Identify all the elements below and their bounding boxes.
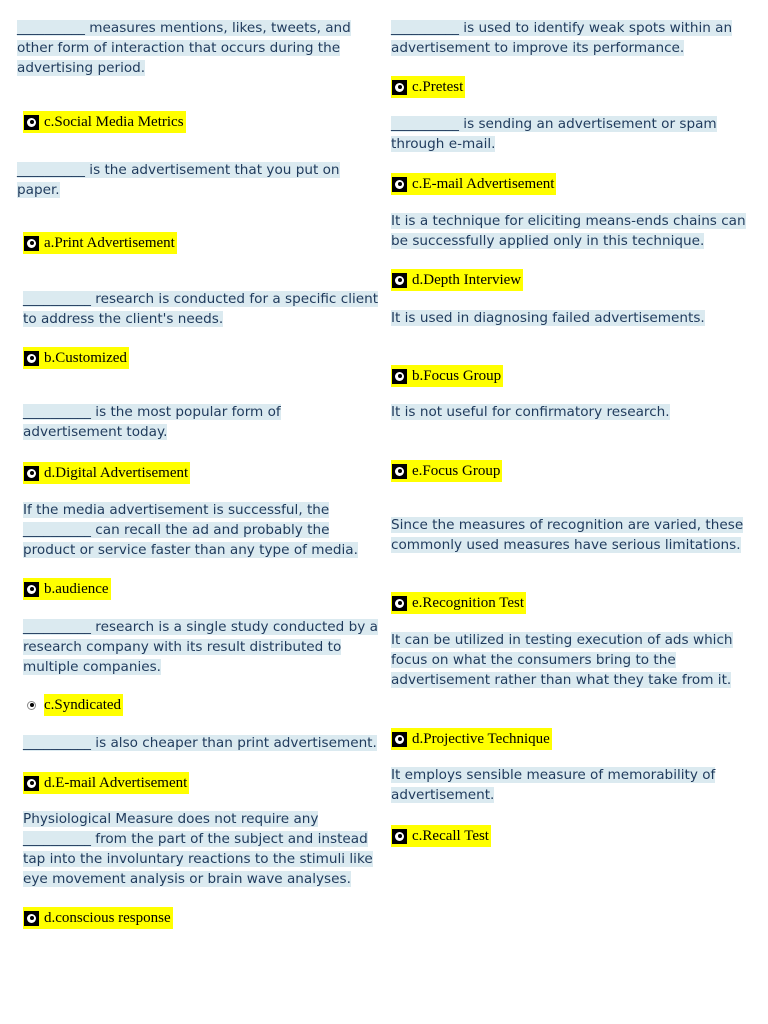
answer-option[interactable] (391, 460, 502, 482)
answer-option[interactable] (391, 269, 523, 291)
question-line: other form of interaction that occurs during the (17, 40, 341, 56)
answer-option[interactable] (23, 232, 177, 254)
question-text (23, 733, 377, 753)
answer-option[interactable] (391, 592, 526, 614)
question-line: advertisement today. (23, 424, 168, 440)
answer-option[interactable] (23, 578, 111, 600)
question-line: It is not useful for confirmatory research. (391, 404, 670, 420)
answer-option[interactable] (23, 772, 189, 794)
question-line: through e-mail. (391, 136, 496, 152)
question-line: paper. (17, 182, 60, 198)
radio-selected-icon[interactable] (392, 732, 407, 747)
radio-selected-icon[interactable] (24, 911, 39, 926)
question-line: Physiological Measure does not require any (23, 811, 319, 827)
answer-label: d.conscious response (44, 909, 171, 926)
radio-selected-icon[interactable] (392, 464, 407, 479)
answer-option[interactable] (391, 365, 503, 387)
answer-label: b.audience (44, 580, 109, 597)
question-line: advertisement rather than what they take from it. (391, 672, 732, 688)
question-text (23, 809, 373, 889)
question-line: __________ is sending an advertisement or spam (391, 116, 717, 132)
question-text (23, 289, 378, 329)
radio-selected-icon[interactable] (24, 236, 39, 251)
answer-label: a.Print Advertisement (44, 234, 175, 251)
answer-option[interactable] (23, 694, 123, 716)
answer-label: c.Social Media Metrics (44, 113, 184, 130)
answer-label: b.Focus Group (412, 367, 502, 384)
question-text (391, 402, 670, 422)
question-line: __________ is also cheaper than print advertisement. (23, 735, 377, 751)
question-text (17, 160, 340, 200)
question-line: It is used in diagnosing failed advertisements. (391, 310, 705, 326)
question-line: eye movement analysis or brain wave analyses. (23, 871, 351, 887)
question-line: tap into the involuntary reactions to the stimuli like (23, 851, 373, 867)
question-line: __________ research is a single study conducted by a (23, 619, 378, 635)
question-line: focus on what the consumers bring to the (391, 652, 676, 668)
answer-label: e.Focus Group (412, 462, 501, 479)
answer-label: c.Pretest (412, 78, 464, 95)
answer-label: b.Customized (44, 349, 127, 366)
question-line: __________ from the part of the subject and instead (23, 831, 368, 847)
question-text (23, 617, 378, 677)
question-text (391, 114, 717, 154)
question-line: It is a technique for eliciting means-ends chains can (391, 213, 746, 229)
question-line: multiple companies. (23, 659, 161, 675)
answer-label: c.Recall Test (412, 827, 489, 844)
radio-selected-icon[interactable] (392, 177, 407, 192)
question-line: product or service faster than any type of media. (23, 542, 358, 558)
question-line: __________ is the most popular form of (23, 404, 281, 420)
radio-selected-icon[interactable] (24, 466, 39, 481)
question-text (391, 18, 732, 58)
answer-option[interactable] (391, 825, 491, 847)
answer-label: d.Depth Interview (412, 271, 522, 288)
question-line: It employs sensible measure of memorability of (391, 767, 716, 783)
question-text (23, 402, 281, 442)
question-line: be successfully applied only in this technique. (391, 233, 705, 249)
answer-option[interactable] (391, 728, 552, 750)
radio-selected-icon[interactable] (392, 829, 407, 844)
answer-option[interactable] (23, 462, 190, 484)
question-line: __________ measures mentions, likes, tweets, and (17, 20, 351, 36)
radio-selected-icon[interactable] (392, 273, 407, 288)
answer-label: d.E-mail Advertisement (44, 774, 188, 791)
question-line: __________ can recall the ad and probably the (23, 522, 330, 538)
question-text (391, 765, 715, 805)
question-text (391, 308, 705, 328)
answer-label: c.E-mail Advertisement (412, 175, 555, 192)
question-line: It can be utilized in testing execution of ads which (391, 632, 733, 648)
question-line: research company with its result distributed to (23, 639, 342, 655)
question-line: to address the client's needs. (23, 311, 224, 327)
question-text (391, 515, 743, 555)
question-text (391, 630, 733, 690)
radio-selected-icon[interactable] (392, 369, 407, 384)
question-line: __________ research is conducted for a specific client (23, 291, 379, 307)
radio-selected-icon[interactable] (24, 698, 39, 713)
answer-label: c.Syndicated (44, 694, 123, 716)
answer-option[interactable] (23, 347, 129, 369)
question-line: advertisement to improve its performance. (391, 40, 685, 56)
radio-selected-icon[interactable] (24, 115, 39, 130)
radio-selected-icon[interactable] (392, 596, 407, 611)
radio-selected-icon[interactable] (392, 80, 407, 95)
question-text (391, 211, 746, 251)
question-line: advertising period. (17, 60, 146, 76)
answer-option[interactable] (23, 907, 173, 929)
question-line: If the media advertisement is successful, the (23, 502, 330, 518)
answer-option[interactable] (391, 76, 465, 98)
answer-label: e.Recognition Test (412, 594, 524, 611)
radio-selected-icon[interactable] (24, 776, 39, 791)
question-line: advertisement. (391, 787, 495, 803)
question-line: __________ is the advertisement that you put on (17, 162, 340, 178)
question-line: commonly used measures have serious limitations. (391, 537, 741, 553)
question-text (23, 500, 358, 560)
radio-selected-icon[interactable] (24, 351, 39, 366)
answer-label: d.Digital Advertisement (44, 464, 189, 481)
radio-selected-icon[interactable] (24, 582, 39, 597)
question-line: Since the measures of recognition are varied, these (391, 517, 744, 533)
answer-option[interactable] (23, 111, 186, 133)
question-line: __________ is used to identify weak spots within an (391, 20, 733, 36)
question-text (17, 18, 351, 78)
answer-option[interactable] (391, 173, 556, 195)
answer-label: d.Projective Technique (412, 730, 550, 747)
